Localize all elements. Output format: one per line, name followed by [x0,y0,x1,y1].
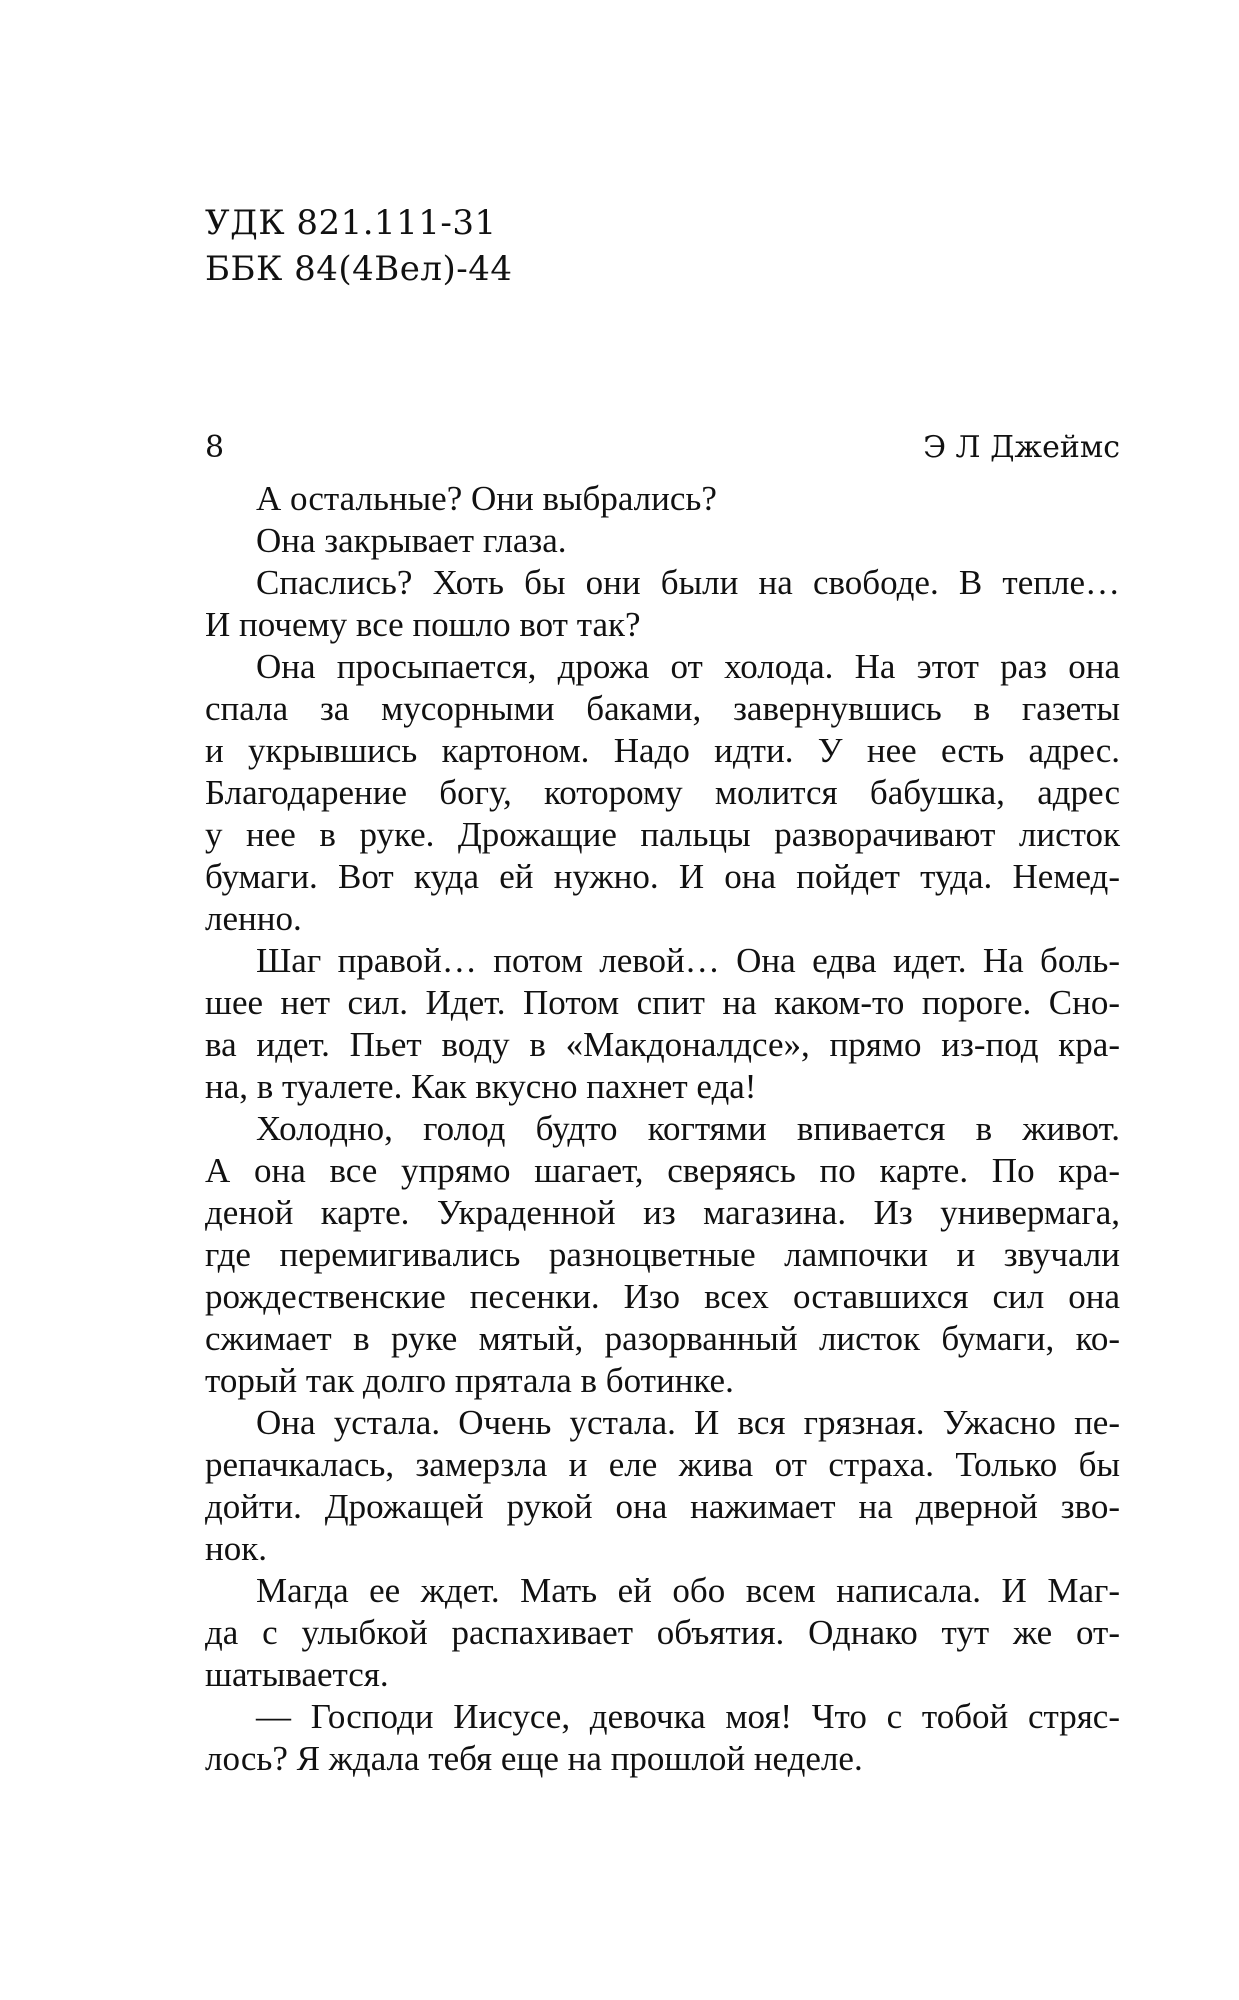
paragraph [205,1570,1120,1696]
text-line: — Господи Иисусе, девочка моя! Что с тобой стряс- [256,1697,1120,1736]
text-line: и укрывшись картоном. Надо идти. У нее есть адрес. [205,731,1120,770]
paragraph [205,562,1120,646]
paragraph [205,1108,1120,1402]
text-line: да с улыбкой распахивает объятия. Однако тут же от- [205,1613,1120,1652]
text-line: у нее в руке. Дрожащие пальцы разворачивают листок [205,815,1120,854]
running-head [205,428,1120,468]
text-line: А она все упрямо шагает, сверяясь по карте. По кра- [205,1151,1120,1190]
text-line: Она закрывает глаза. [256,521,567,560]
text-line: Она просыпается, дрожа от холода. На этот раз она [256,647,1120,686]
paragraph [205,646,1120,940]
text-line: бумаги. Вот куда ей нужно. И она пойдет туда. Немед- [205,857,1120,896]
text-line: лось? Я ждала тебя еще на прошлой неделе. [205,1739,863,1778]
text-line: Магда ее ждет. Мать ей обо всем написала. И Маг- [256,1571,1120,1610]
text-line: Холодно, голод будто когтями впивается в живот. [256,1109,1120,1148]
paragraph [205,940,1120,1108]
running-head-author: Э Л Джеймс [923,430,1120,465]
text-line: сжимает в руке мятый, разорванный листок бумаги, ко- [205,1319,1120,1358]
text-line: Благодарение богу, которому молится бабушка, адрес [205,773,1120,812]
text-line: рождественские песенки. Изо всех оставшихся сил она [205,1277,1120,1316]
text-line: торый так долго прятала в ботинке. [205,1361,734,1400]
page-number: 8 [205,430,225,465]
paragraph [205,1402,1120,1570]
text-line: нок. [205,1529,267,1568]
text-line: шее нет сил. Идет. Потом спит на каком-то пороге. Сно- [205,983,1120,1022]
paragraph [205,1696,1120,1780]
text-line: репачкалась, замерзла и еле жива от страха. Только бы [205,1445,1120,1484]
text-line: спала за мусорными баками, завернувшись в газеты [205,689,1120,728]
udk-code: УДК 821.111-31 [205,203,497,243]
text-line: шатывается. [205,1655,389,1694]
text-line: Спаслись? Хоть бы они были на свободе. В тепле… [256,563,1120,602]
text-line: ленно. [205,899,302,938]
text-line: где перемигивались разноцветные лампочки и звучали [205,1235,1120,1274]
text-line: ва идет. Пьет воду в «Макдоналдсе», прямо из-под кра- [205,1025,1120,1064]
bbk-code: ББК 84(4Вел)-44 [205,249,513,289]
paragraph [205,478,1120,520]
body-text [205,478,1120,1780]
text-line: И почему все пошло вот так? [205,605,641,644]
text-line: деной карте. Украденной из магазина. Из универмага, [205,1193,1120,1232]
text-line: дойти. Дрожащей рукой она нажимает на дверной зво- [205,1487,1120,1526]
paragraph [205,520,1120,562]
classification-codes [205,200,512,292]
text-line: Шаг правой… потом левой… Она едва идет. На боль- [256,941,1120,980]
text-line: Она устала. Очень устала. И вся грязная. Ужасно пе- [256,1403,1120,1442]
text-line: на, в туалете. Как вкусно пахнет еда! [205,1067,757,1106]
text-line: А остальные? Они выбрались? [256,479,717,518]
